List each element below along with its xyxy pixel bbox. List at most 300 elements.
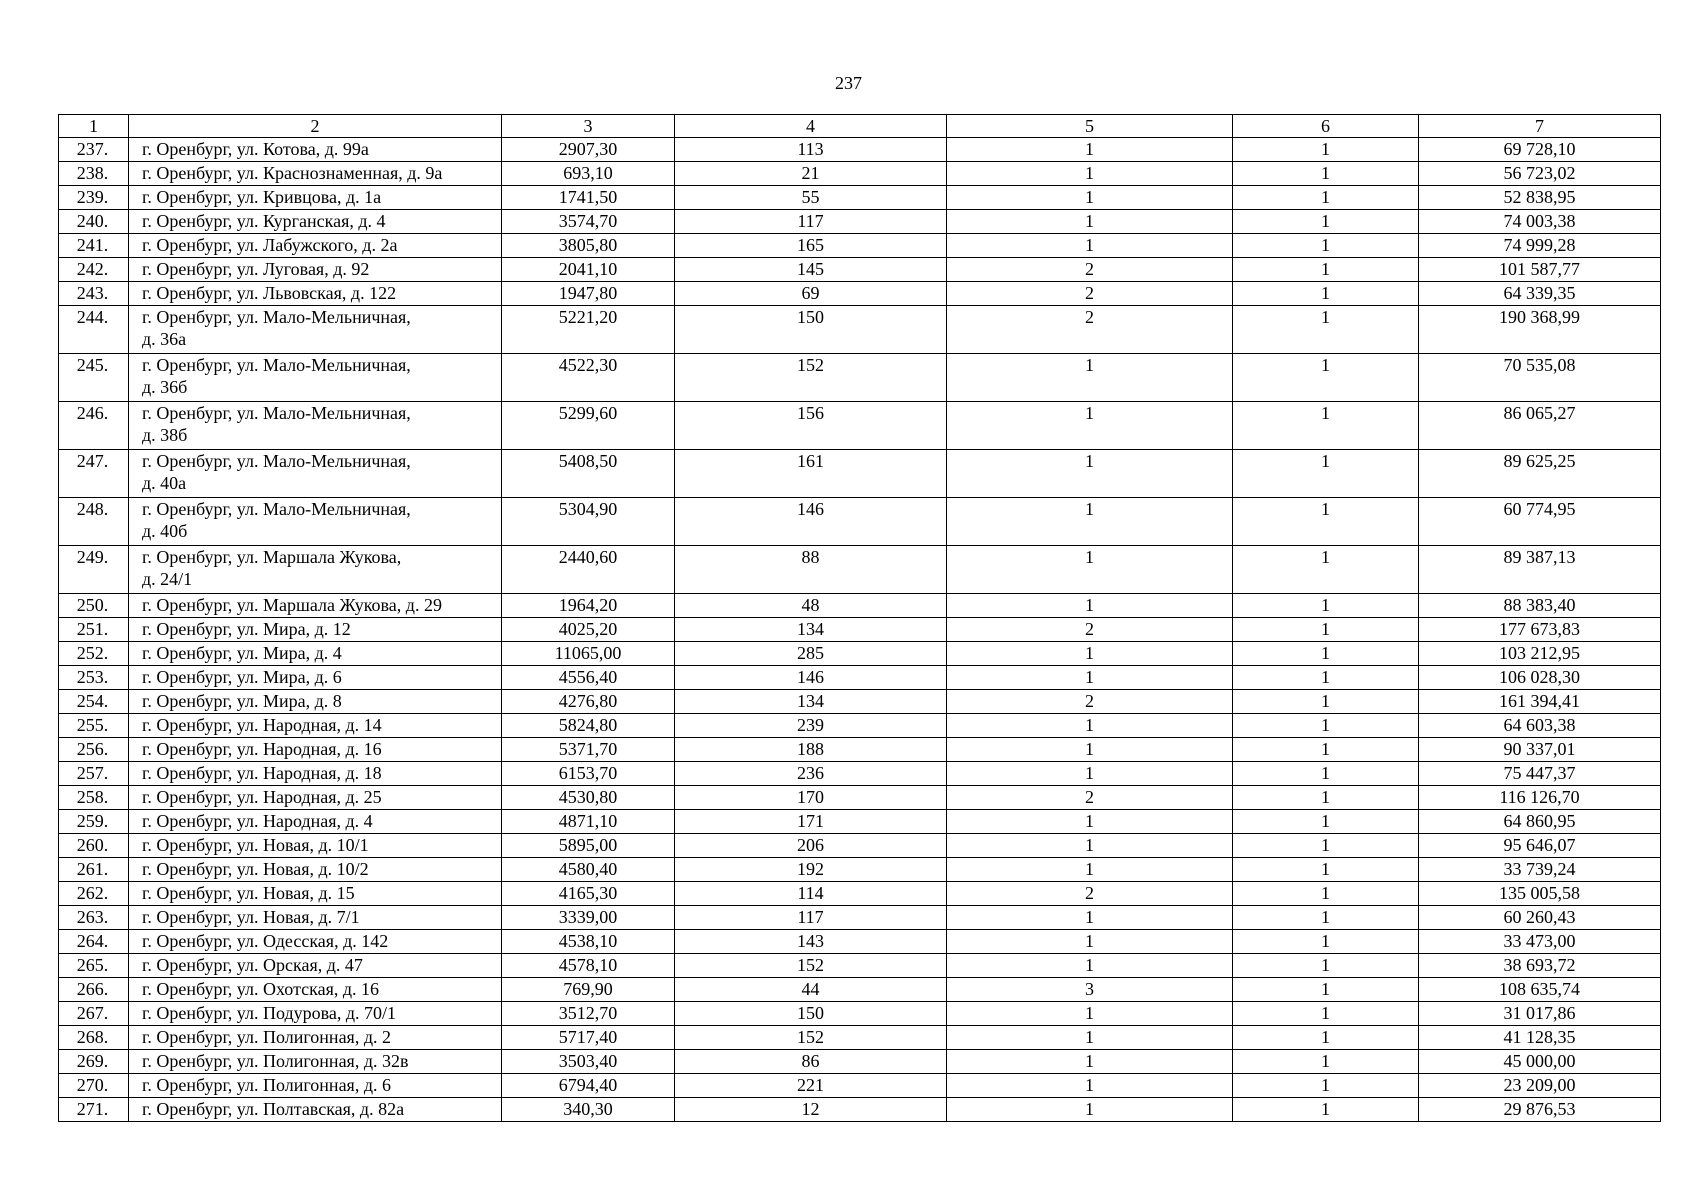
col4-cell: 88 <box>675 546 947 594</box>
col4-cell: 117 <box>675 210 947 234</box>
col7-cell: 75 447,37 <box>1419 762 1661 786</box>
col7-cell: 106 028,30 <box>1419 666 1661 690</box>
table-row <box>59 714 1661 738</box>
address-cell: г. Оренбург, ул. Лабужского, д. 2а <box>129 234 502 258</box>
col3-cell: 4530,80 <box>502 786 675 810</box>
col4-cell: 114 <box>675 882 947 906</box>
address-cell: г. Оренбург, ул. Мира, д. 12 <box>129 618 502 642</box>
col6-cell: 1 <box>1233 882 1419 906</box>
table-row <box>59 786 1661 810</box>
address-cell: г. Оренбург, ул. Мира, д. 8 <box>129 690 502 714</box>
col6-cell: 1 <box>1233 714 1419 738</box>
address-line-2: д. 24/1 <box>142 569 193 589</box>
col6-cell: 1 <box>1233 594 1419 618</box>
col4-cell: 146 <box>675 666 947 690</box>
row-number-cell: 267. <box>59 1002 129 1026</box>
col7-cell: 190 368,99 <box>1419 306 1661 354</box>
col5-cell: 1 <box>947 1074 1233 1098</box>
col3-cell: 3574,70 <box>502 210 675 234</box>
row-number-cell: 262. <box>59 882 129 906</box>
col5-cell: 2 <box>947 882 1233 906</box>
row-number-cell: 264. <box>59 930 129 954</box>
address-line-2: д. 36а <box>142 329 187 349</box>
col3-cell: 4578,10 <box>502 954 675 978</box>
address-line-1: г. Оренбург, ул. Мало-Мельничная, <box>142 307 411 327</box>
col6-cell: 1 <box>1233 642 1419 666</box>
col6-cell: 1 <box>1233 258 1419 282</box>
col3-cell: 4538,10 <box>502 930 675 954</box>
col5-cell: 1 <box>947 498 1233 546</box>
col6-cell: 1 <box>1233 666 1419 690</box>
header-cell: 5 <box>947 115 1233 138</box>
col5-cell: 1 <box>947 234 1233 258</box>
row-number-cell: 261. <box>59 858 129 882</box>
table-row <box>59 594 1661 618</box>
col7-cell: 89 387,13 <box>1419 546 1661 594</box>
col7-cell: 86 065,27 <box>1419 402 1661 450</box>
col7-cell: 103 212,95 <box>1419 642 1661 666</box>
col5-cell: 1 <box>947 666 1233 690</box>
col4-cell: 221 <box>675 1074 947 1098</box>
address-cell: г. Оренбург, ул. Новая, д. 10/1 <box>129 834 502 858</box>
table-row <box>59 834 1661 858</box>
address-cell: г. Оренбург, ул. Народная, д. 18 <box>129 762 502 786</box>
table-row <box>59 738 1661 762</box>
col5-cell: 2 <box>947 258 1233 282</box>
col6-cell: 1 <box>1233 354 1419 402</box>
col6-cell: 1 <box>1233 738 1419 762</box>
table-row <box>59 354 1661 402</box>
row-number-cell: 245. <box>59 354 129 402</box>
address-cell: г. Оренбург, ул. Народная, д. 25 <box>129 786 502 810</box>
header-cell: 3 <box>502 115 675 138</box>
table-row <box>59 186 1661 210</box>
col4-cell: 152 <box>675 1026 947 1050</box>
col6-cell: 1 <box>1233 162 1419 186</box>
col3-cell: 3805,80 <box>502 234 675 258</box>
address-line-2: д. 38б <box>142 425 188 445</box>
col7-cell: 95 646,07 <box>1419 834 1661 858</box>
col3-cell: 5221,20 <box>502 306 675 354</box>
col7-cell: 33 739,24 <box>1419 858 1661 882</box>
col5-cell: 1 <box>947 1002 1233 1026</box>
table-row <box>59 450 1661 498</box>
row-number-cell: 253. <box>59 666 129 690</box>
address-cell: г. Оренбург, ул. Народная, д. 4 <box>129 810 502 834</box>
col5-cell: 1 <box>947 210 1233 234</box>
col7-cell: 161 394,41 <box>1419 690 1661 714</box>
col6-cell: 1 <box>1233 810 1419 834</box>
address-cell: г. Оренбург, ул. Народная, д. 14 <box>129 714 502 738</box>
col6-cell: 1 <box>1233 618 1419 642</box>
table-row <box>59 282 1661 306</box>
address-line-1: г. Оренбург, ул. Маршала Жукова, <box>142 547 402 567</box>
row-number-cell: 263. <box>59 906 129 930</box>
table-row <box>59 690 1661 714</box>
col7-cell: 64 860,95 <box>1419 810 1661 834</box>
col3-cell: 11065,00 <box>502 642 675 666</box>
address-line-1: г. Оренбург, ул. Мало-Мельничная, <box>142 403 411 423</box>
col5-cell: 1 <box>947 354 1233 402</box>
col6-cell: 1 <box>1233 1074 1419 1098</box>
address-cell: г. Оренбург, ул. Луговая, д. 92 <box>129 258 502 282</box>
row-number-cell: 244. <box>59 306 129 354</box>
col6-cell: 1 <box>1233 282 1419 306</box>
col6-cell: 1 <box>1233 498 1419 546</box>
row-number-cell: 258. <box>59 786 129 810</box>
address-cell: г. Оренбург, ул. Мира, д. 4 <box>129 642 502 666</box>
col5-cell: 1 <box>947 1026 1233 1050</box>
col4-cell: 236 <box>675 762 947 786</box>
col6-cell: 1 <box>1233 186 1419 210</box>
address-cell: г. Оренбург, ул. Подурова, д. 70/1 <box>129 1002 502 1026</box>
col3-cell: 693,10 <box>502 162 675 186</box>
address-cell: г. Оренбург, ул. Полигонная, д. 2 <box>129 1026 502 1050</box>
col5-cell: 1 <box>947 1050 1233 1074</box>
col5-cell: 1 <box>947 1098 1233 1122</box>
table-row <box>59 162 1661 186</box>
col5-cell: 1 <box>947 642 1233 666</box>
col7-cell: 45 000,00 <box>1419 1050 1661 1074</box>
col4-cell: 165 <box>675 234 947 258</box>
col6-cell: 1 <box>1233 306 1419 354</box>
table-row <box>59 546 1661 594</box>
col4-cell: 285 <box>675 642 947 666</box>
table-row <box>59 858 1661 882</box>
row-number-cell: 242. <box>59 258 129 282</box>
address-cell <box>129 402 502 450</box>
col5-cell: 1 <box>947 450 1233 498</box>
col7-cell: 108 635,74 <box>1419 978 1661 1002</box>
col3-cell: 4025,20 <box>502 618 675 642</box>
col4-cell: 171 <box>675 810 947 834</box>
row-number-cell: 243. <box>59 282 129 306</box>
col3-cell: 5408,50 <box>502 450 675 498</box>
col3-cell: 2041,10 <box>502 258 675 282</box>
address-cell <box>129 306 502 354</box>
row-number-cell: 255. <box>59 714 129 738</box>
col6-cell: 1 <box>1233 1050 1419 1074</box>
col3-cell: 4522,30 <box>502 354 675 402</box>
col6-cell: 1 <box>1233 690 1419 714</box>
col3-cell: 2440,60 <box>502 546 675 594</box>
col5-cell: 1 <box>947 906 1233 930</box>
address-line-2: д. 40б <box>142 521 188 541</box>
table-row <box>59 306 1661 354</box>
address-line-1: г. Оренбург, ул. Мало-Мельничная, <box>142 451 411 471</box>
table-row <box>59 954 1661 978</box>
header-cell: 1 <box>59 115 129 138</box>
col3-cell: 4165,30 <box>502 882 675 906</box>
row-number-cell: 268. <box>59 1026 129 1050</box>
row-number-cell: 238. <box>59 162 129 186</box>
col3-cell: 4580,40 <box>502 858 675 882</box>
table-row <box>59 978 1661 1002</box>
col3-cell: 2907,30 <box>502 138 675 162</box>
col4-cell: 152 <box>675 354 947 402</box>
col4-cell: 86 <box>675 1050 947 1074</box>
address-cell: г. Оренбург, ул. Краснознаменная, д. 9а <box>129 162 502 186</box>
col7-cell: 52 838,95 <box>1419 186 1661 210</box>
table-row <box>59 1002 1661 1026</box>
address-cell: г. Оренбург, ул. Кривцова, д. 1а <box>129 186 502 210</box>
col4-cell: 145 <box>675 258 947 282</box>
col6-cell: 1 <box>1233 858 1419 882</box>
row-number-cell: 266. <box>59 978 129 1002</box>
col3-cell: 3512,70 <box>502 1002 675 1026</box>
row-number-cell: 259. <box>59 810 129 834</box>
table-body <box>59 138 1661 1122</box>
address-line-1: г. Оренбург, ул. Мало-Мельничная, <box>142 355 411 375</box>
col3-cell: 1947,80 <box>502 282 675 306</box>
col7-cell: 74 003,38 <box>1419 210 1661 234</box>
address-cell: г. Оренбург, ул. Новая, д. 10/2 <box>129 858 502 882</box>
col7-cell: 41 128,35 <box>1419 1026 1661 1050</box>
col5-cell: 1 <box>947 186 1233 210</box>
table-row <box>59 666 1661 690</box>
col4-cell: 113 <box>675 138 947 162</box>
address-line-2: д. 40а <box>142 473 187 493</box>
row-number-cell: 249. <box>59 546 129 594</box>
col3-cell: 4871,10 <box>502 810 675 834</box>
address-cell: г. Оренбург, ул. Полигонная, д. 32в <box>129 1050 502 1074</box>
row-number-cell: 247. <box>59 450 129 498</box>
col3-cell: 5824,80 <box>502 714 675 738</box>
table-row <box>59 210 1661 234</box>
address-cell: г. Оренбург, ул. Одесская, д. 142 <box>129 930 502 954</box>
row-number-cell: 256. <box>59 738 129 762</box>
col6-cell: 1 <box>1233 450 1419 498</box>
col3-cell: 769,90 <box>502 978 675 1002</box>
col6-cell: 1 <box>1233 1098 1419 1122</box>
address-line-2: д. 36б <box>142 377 188 397</box>
col4-cell: 44 <box>675 978 947 1002</box>
col6-cell: 1 <box>1233 786 1419 810</box>
col6-cell: 1 <box>1233 1026 1419 1050</box>
col4-cell: 134 <box>675 690 947 714</box>
col4-cell: 150 <box>675 306 947 354</box>
address-cell: г. Оренбург, ул. Полигонная, д. 6 <box>129 1074 502 1098</box>
address-cell: г. Оренбург, ул. Полтавская, д. 82а <box>129 1098 502 1122</box>
col4-cell: 143 <box>675 930 947 954</box>
col5-cell: 1 <box>947 858 1233 882</box>
col4-cell: 69 <box>675 282 947 306</box>
row-number-cell: 265. <box>59 954 129 978</box>
col7-cell: 89 625,25 <box>1419 450 1661 498</box>
col5-cell: 1 <box>947 714 1233 738</box>
col4-cell: 150 <box>675 1002 947 1026</box>
address-cell: г. Оренбург, ул. Котова, д. 99а <box>129 138 502 162</box>
col4-cell: 48 <box>675 594 947 618</box>
col5-cell: 2 <box>947 786 1233 810</box>
col7-cell: 60 260,43 <box>1419 906 1661 930</box>
page-number: 237 <box>835 73 862 93</box>
col6-cell: 1 <box>1233 402 1419 450</box>
col6-cell: 1 <box>1233 930 1419 954</box>
table-row <box>59 1074 1661 1098</box>
table-row <box>59 498 1661 546</box>
col4-cell: 152 <box>675 954 947 978</box>
col3-cell: 5717,40 <box>502 1026 675 1050</box>
col6-cell: 1 <box>1233 906 1419 930</box>
col5-cell: 1 <box>947 954 1233 978</box>
col7-cell: 101 587,77 <box>1419 258 1661 282</box>
col5-cell: 2 <box>947 282 1233 306</box>
col3-cell: 6153,70 <box>502 762 675 786</box>
col4-cell: 12 <box>675 1098 947 1122</box>
col5-cell: 2 <box>947 690 1233 714</box>
col3-cell: 340,30 <box>502 1098 675 1122</box>
address-cell: г. Оренбург, ул. Народная, д. 16 <box>129 738 502 762</box>
col4-cell: 206 <box>675 834 947 858</box>
col6-cell: 1 <box>1233 954 1419 978</box>
buildings-table <box>58 114 1661 1122</box>
col3-cell: 5299,60 <box>502 402 675 450</box>
address-cell: г. Оренбург, ул. Маршала Жукова, д. 29 <box>129 594 502 618</box>
row-number-cell: 252. <box>59 642 129 666</box>
row-number-cell: 251. <box>59 618 129 642</box>
col5-cell: 3 <box>947 978 1233 1002</box>
col5-cell: 1 <box>947 546 1233 594</box>
col6-cell: 1 <box>1233 138 1419 162</box>
table-row <box>59 258 1661 282</box>
row-number-cell: 260. <box>59 834 129 858</box>
col3-cell: 5895,00 <box>502 834 675 858</box>
table-row <box>59 762 1661 786</box>
row-number-cell: 250. <box>59 594 129 618</box>
col5-cell: 1 <box>947 138 1233 162</box>
row-number-cell: 248. <box>59 498 129 546</box>
col3-cell: 3339,00 <box>502 906 675 930</box>
row-number-cell: 270. <box>59 1074 129 1098</box>
row-number-cell: 246. <box>59 402 129 450</box>
col3-cell: 1964,20 <box>502 594 675 618</box>
col7-cell: 88 383,40 <box>1419 594 1661 618</box>
col7-cell: 64 339,35 <box>1419 282 1661 306</box>
address-cell: г. Оренбург, ул. Новая, д. 7/1 <box>129 906 502 930</box>
col5-cell: 1 <box>947 834 1233 858</box>
col3-cell: 3503,40 <box>502 1050 675 1074</box>
col5-cell: 1 <box>947 762 1233 786</box>
table-row <box>59 138 1661 162</box>
col3-cell: 6794,40 <box>502 1074 675 1098</box>
address-cell: г. Оренбург, ул. Львовская, д. 122 <box>129 282 502 306</box>
col7-cell: 56 723,02 <box>1419 162 1661 186</box>
row-number-cell: 237. <box>59 138 129 162</box>
col6-cell: 1 <box>1233 546 1419 594</box>
table-row <box>59 930 1661 954</box>
col4-cell: 192 <box>675 858 947 882</box>
col4-cell: 117 <box>675 906 947 930</box>
address-line-1: г. Оренбург, ул. Мало-Мельничная, <box>142 499 411 519</box>
row-number-cell: 257. <box>59 762 129 786</box>
table-row <box>59 1098 1661 1122</box>
col4-cell: 188 <box>675 738 947 762</box>
header-cell: 2 <box>129 115 502 138</box>
col5-cell: 1 <box>947 810 1233 834</box>
table-row <box>59 1050 1661 1074</box>
address-cell: г. Оренбург, ул. Новая, д. 15 <box>129 882 502 906</box>
col4-cell: 21 <box>675 162 947 186</box>
row-number-cell: 240. <box>59 210 129 234</box>
col7-cell: 177 673,83 <box>1419 618 1661 642</box>
col7-cell: 31 017,86 <box>1419 1002 1661 1026</box>
col7-cell: 60 774,95 <box>1419 498 1661 546</box>
address-cell: г. Оренбург, ул. Охотская, д. 16 <box>129 978 502 1002</box>
col7-cell: 69 728,10 <box>1419 138 1661 162</box>
col6-cell: 1 <box>1233 762 1419 786</box>
col4-cell: 134 <box>675 618 947 642</box>
col5-cell: 1 <box>947 162 1233 186</box>
table-row <box>59 810 1661 834</box>
row-number-cell: 269. <box>59 1050 129 1074</box>
col3-cell: 4556,40 <box>502 666 675 690</box>
col7-cell: 135 005,58 <box>1419 882 1661 906</box>
col4-cell: 146 <box>675 498 947 546</box>
col7-cell: 116 126,70 <box>1419 786 1661 810</box>
col5-cell: 1 <box>947 738 1233 762</box>
address-cell <box>129 354 502 402</box>
table-row <box>59 402 1661 450</box>
col5-cell: 2 <box>947 618 1233 642</box>
col5-cell: 1 <box>947 594 1233 618</box>
col4-cell: 170 <box>675 786 947 810</box>
col5-cell: 1 <box>947 930 1233 954</box>
col4-cell: 55 <box>675 186 947 210</box>
col4-cell: 156 <box>675 402 947 450</box>
col5-cell: 1 <box>947 402 1233 450</box>
col7-cell: 29 876,53 <box>1419 1098 1661 1122</box>
table-row <box>59 882 1661 906</box>
table-row <box>59 618 1661 642</box>
address-cell <box>129 450 502 498</box>
col7-cell: 90 337,01 <box>1419 738 1661 762</box>
table-row <box>59 906 1661 930</box>
col3-cell: 5304,90 <box>502 498 675 546</box>
table-row <box>59 234 1661 258</box>
col4-cell: 161 <box>675 450 947 498</box>
row-number-cell: 254. <box>59 690 129 714</box>
col7-cell: 38 693,72 <box>1419 954 1661 978</box>
header-cell: 4 <box>675 115 947 138</box>
col7-cell: 74 999,28 <box>1419 234 1661 258</box>
col3-cell: 4276,80 <box>502 690 675 714</box>
col7-cell: 64 603,38 <box>1419 714 1661 738</box>
col6-cell: 1 <box>1233 834 1419 858</box>
address-cell <box>129 498 502 546</box>
table-header-row <box>59 115 1661 138</box>
col4-cell: 239 <box>675 714 947 738</box>
address-cell: г. Оренбург, ул. Мира, д. 6 <box>129 666 502 690</box>
col7-cell: 33 473,00 <box>1419 930 1661 954</box>
col6-cell: 1 <box>1233 978 1419 1002</box>
address-cell: г. Оренбург, ул. Курганская, д. 4 <box>129 210 502 234</box>
table-row <box>59 1026 1661 1050</box>
col3-cell: 5371,70 <box>502 738 675 762</box>
col7-cell: 70 535,08 <box>1419 354 1661 402</box>
address-cell <box>129 546 502 594</box>
col6-cell: 1 <box>1233 234 1419 258</box>
col6-cell: 1 <box>1233 210 1419 234</box>
header-cell: 7 <box>1419 115 1661 138</box>
table-row <box>59 642 1661 666</box>
row-number-cell: 271. <box>59 1098 129 1122</box>
address-cell: г. Оренбург, ул. Орская, д. 47 <box>129 954 502 978</box>
row-number-cell: 241. <box>59 234 129 258</box>
col5-cell: 2 <box>947 306 1233 354</box>
col7-cell: 23 209,00 <box>1419 1074 1661 1098</box>
col3-cell: 1741,50 <box>502 186 675 210</box>
